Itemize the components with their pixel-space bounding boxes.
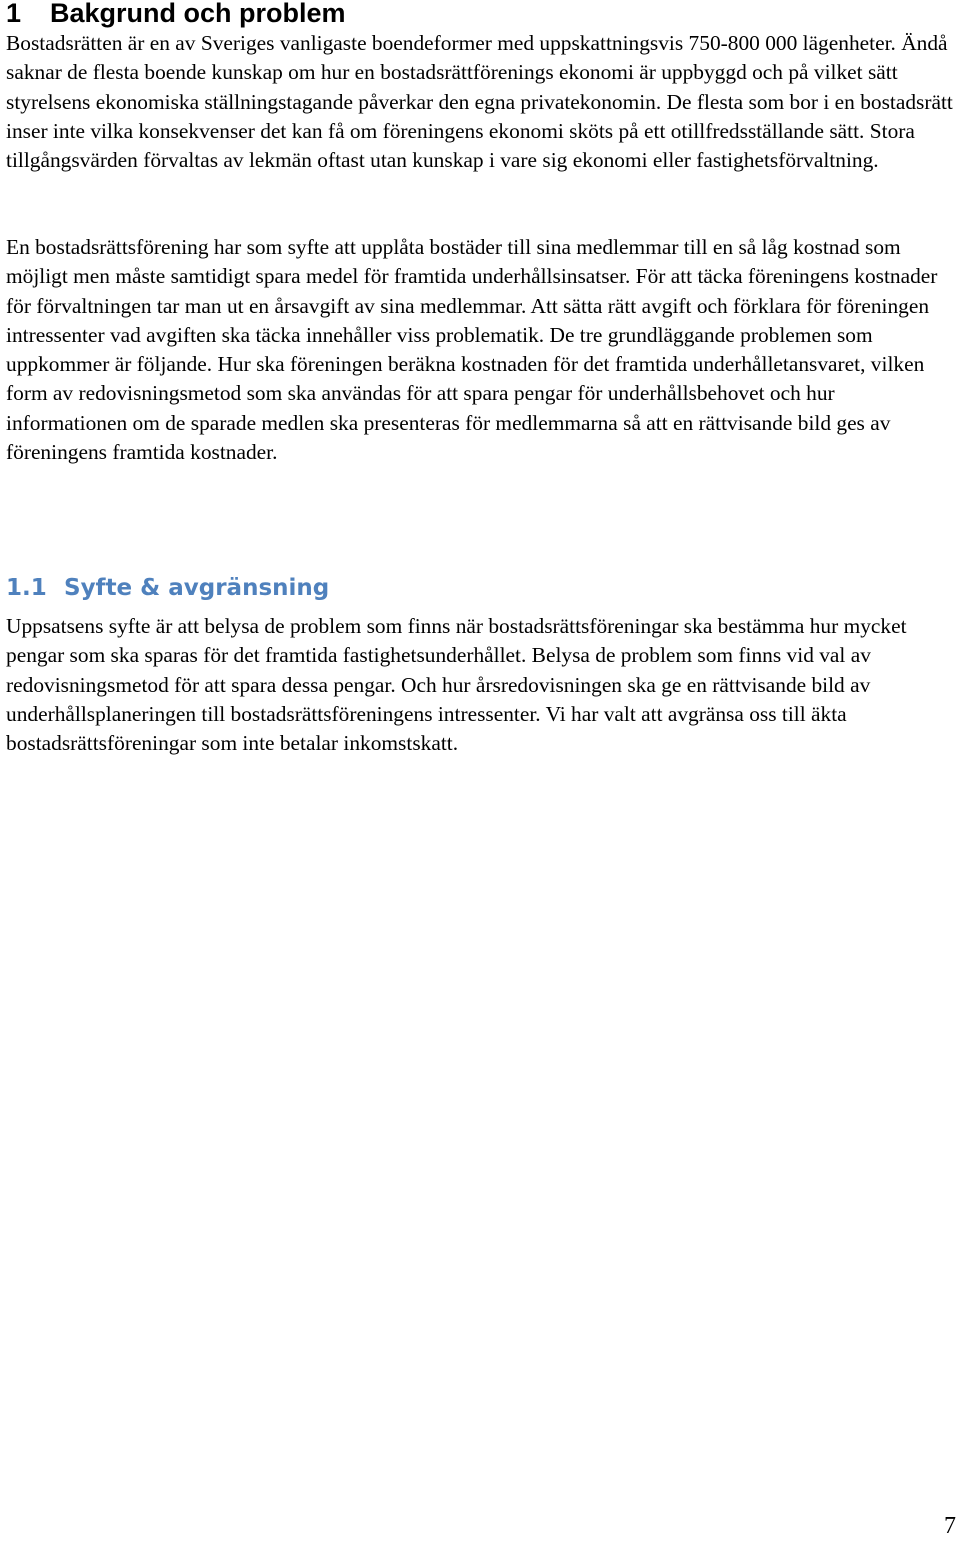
subsection-number: 1.1 — [6, 575, 47, 601]
section-title: Bakgrund och problem — [50, 0, 346, 28]
page-number: 7 — [944, 1513, 956, 1539]
body-paragraph-2: En bostadsrättsförening har som syfte att upplåta bostäder till sina medlemmar till en så låg kostnad som möjligt men måste samtidigt spara medel för framtida underhållsinsatser. För att täcka föreningens kostnader för förvaltningen tar man ut en årsavgift av sina medlemmar. Att sätta rätt avgift och förklara för föreningen intressenter vad avgiften ska täcka innehåller viss problematik. De tre grundläggande problemen som uppkommer är följande. Hur ska föreningen beräkna kostnaden för det framtida underhålletansvaret, vilken form av redovisningsmetod som ska användas för att spara pengar för underhållsbehovet och hur informationen om de sparade medlen ska presenteras för medlemmarna så att en rättvisande bild ges av föreningens framtida kostnader. — [6, 235, 938, 465]
subsection-title: Syfte & avgränsning — [64, 575, 330, 601]
subsection-heading — [6, 572, 329, 604]
subsection-paragraph: Uppsatsens syfte är att belysa de problem som finns när bostadsrättsföreningar ska bestämma hur mycket pengar som ska sparas för det framtida fastighetsunderhållet. Belysa de problem som finns vid val av redovisningsmetod för att spara dessa pengar. Och hur årsredovisningen ska ge en rättvisande bild av underhållsplaneringen till bostadsrättsföreningens intressenter. Vi har valt att avgränsa oss till äkta bostadsrättsföreningar som inte betalar inkomstskatt. — [6, 614, 907, 756]
section-heading — [6, 0, 346, 30]
body-paragraph-1: Bostadsrätten är en av Sveriges vanligaste boendeformer med uppskattningsvis 750-800 000 lägenheter. Ändå saknar de flesta boende kunskap om hur en bostadsrättförenings ekonomi är uppbyggd och på vilket sätt styrelsens ekonomiska ställningstagande påverkar den egna privatekonomin. De flesta som bor i en bostadsrätt inser inte vilka konsekvenser det kan få om föreningens ekonomi sköts på ett otillfredsställande sätt. Stora tillgångsvärden förvaltas av lekmän oftast utan kunskap i vare sig ekonomi eller fastighetsförvaltning. — [6, 31, 953, 173]
section-number: 1 — [6, 0, 22, 28]
